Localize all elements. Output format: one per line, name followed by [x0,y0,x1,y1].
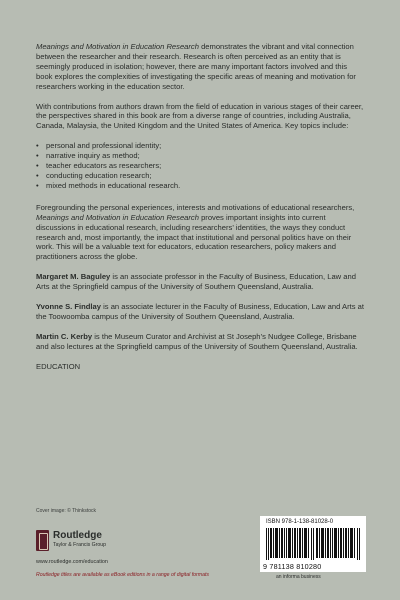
topics-list [36,141,364,191]
ebook-note: Routledge titles are available as eBook editions in a range of digital formats [36,572,210,578]
author-bio [36,332,364,352]
foreground-before: Foregrounding the personal experiences, interests and motivations of educational researchers, [36,202,355,212]
author-name: Margaret M. Baguley [36,272,111,282]
barcode-digits: 9 781138 810280 [263,562,322,571]
barcode-icon [266,528,360,560]
intro-text: demonstrates the vibrant and vital connection between the researcher and their research. Research is often perceived as an entity that is seemingly produced in isolation; however, there are many important factors involved and this book explores the complexities of investigating the specific areas of meaning and motivation for researchers working in the education sector. [36,42,356,91]
author-name: Martin C. Kerby [36,331,93,341]
cover-image-credit: Cover image: © Thinkstock [36,508,97,514]
author-bio-text: is the Museum Curator and Archivist at St Joseph’s Nudgee College, Brisbane and also lectures at the Springfield campus of the University of Southern Queensland, Australia. [36,331,358,351]
topic-item: • conducting education research; [36,171,364,181]
topic-item: • mixed methods in educational research. [36,181,364,191]
topic-item: • personal and professional identity; [36,141,364,151]
author-name: Yvonne S. Findlay [36,302,101,312]
foreground-after: proves important insights into current discussions in educational research, including researchers’ identities, the ways they conduct research and, most importantly, the impact that institutional and personal politics have on their work. This will be a valuable text for educators, education researchers, policy makers and practitioners across the globe. [36,212,352,262]
book-title-italic: Meanings and Motivation in Education Research [36,42,199,51]
contributions-paragraph: With contributions from authors drawn from the field of education in various stages of their career, the perspectives shared in this book are from a diverse range of countries, including Australia, Canada, Malaysia, the United Kingdom and the United States of America. Key topics include: [36,101,364,131]
topic-item: • teacher educators as researchers; [36,161,364,171]
barcode-box [260,516,366,572]
publisher-logo [36,530,176,556]
back-cover-footer [36,508,364,578]
author-bio-text: is an associate professor in the Faculty of Business, Education, Law and Arts at the Springfield campus of the University of Southern Queensland, Australia. [36,272,356,292]
category-label: EDUCATION [36,361,81,371]
foreground-title-italic: Meanings and Motivation in Education Research [36,212,199,222]
back-cover-text [36,42,364,382]
author-bio-text: is an associate lecturer in the Faculty of Business, Education, Law and Arts at the Toowoomba campus of the University of Southern Queensland, Australia. [36,302,364,321]
routledge-logo-icon [36,530,49,551]
publisher-name: Routledge [53,530,102,541]
isbn-label: ISBN 978-1-138-81028-0 [266,519,334,525]
author-bio [36,272,364,292]
topic-item: • narrative inquiry as method; [36,151,364,161]
publisher-website: www.routledge.com/education [36,559,108,565]
informa-label: an informa business [276,574,321,580]
intro-paragraph [36,42,364,92]
author-bio [36,302,364,322]
publisher-subtitle: Taylor & Francis Group [53,542,107,548]
foreground-paragraph [36,203,364,262]
